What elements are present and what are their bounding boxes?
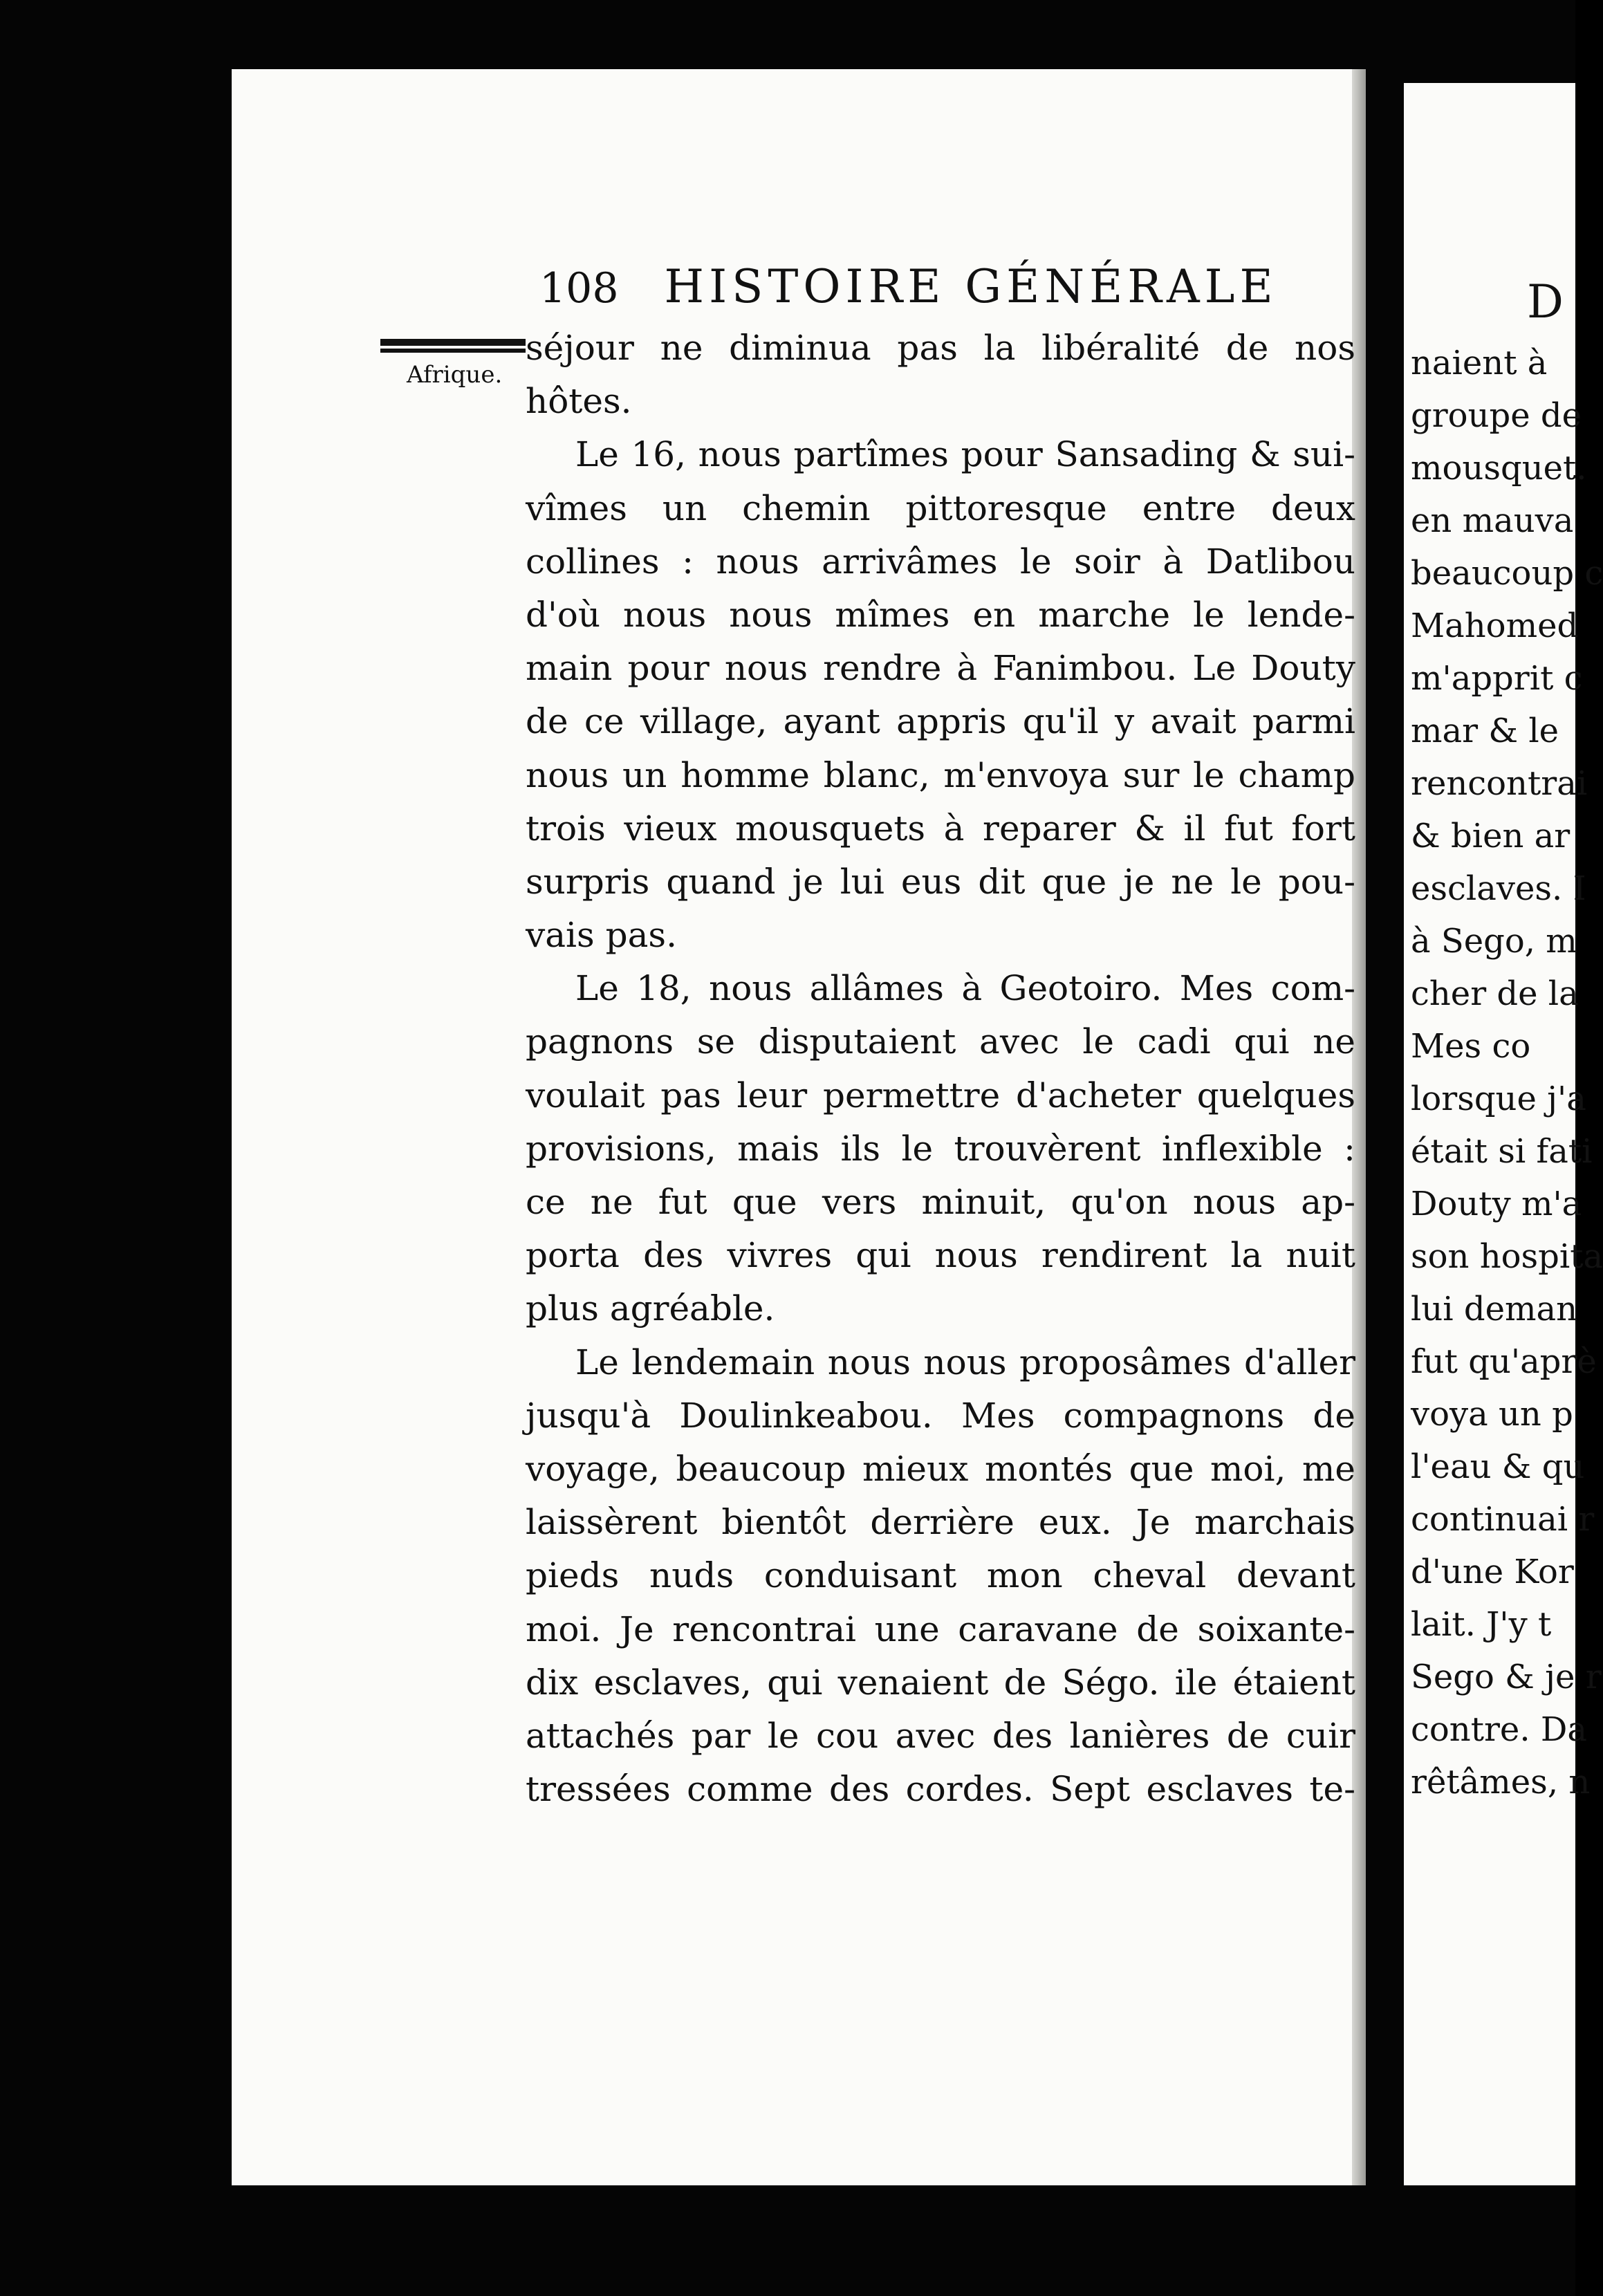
margin-note: Afrique. (407, 361, 503, 389)
right-text-line: m'apprit c (1411, 659, 1583, 698)
text-line: jusqu'à Doulinkeabou. Mes compagnons de (526, 1395, 1355, 1436)
text-line: moi. Je rencontrai une caravane de soixante- (526, 1609, 1355, 1649)
right-text-line: rencontrai (1411, 764, 1588, 803)
text-line: Le 16, nous partîmes pour Sansading & sui- (575, 434, 1355, 475)
right-text-line: l'eau & qu (1411, 1447, 1585, 1486)
text-line: voyage, beaucoup mieux montés que moi, me (526, 1448, 1355, 1489)
right-text-line: & bien ar (1411, 817, 1570, 855)
right-text-line: esclaves. I (1411, 869, 1586, 908)
right-body-text (1411, 337, 1603, 1808)
text-line: d'où nous nous mîmes en marche le lende- (526, 594, 1355, 635)
right-text-line: mousquet. (1411, 449, 1587, 488)
right-text-line: voya un p (1411, 1395, 1573, 1434)
margin-rule (380, 349, 526, 353)
right-text-line: d'une Kor (1411, 1553, 1574, 1591)
right-text-line: contre. Da (1411, 1710, 1587, 1749)
text-line: Le lendemain nous nous proposâmes d'aller (575, 1342, 1355, 1382)
text-line: voulait pas leur permettre d'acheter quelques (526, 1075, 1355, 1115)
text-line: collines : nous arrivâmes le soir à Datlibou (526, 541, 1355, 582)
text-line: Le 18, nous allâmes à Geotoiro. Mes com- (575, 968, 1355, 1009)
right-text-line: continuai r (1411, 1500, 1595, 1539)
right-text-line: lui deman (1411, 1290, 1578, 1328)
right-text-line: en mauva (1411, 501, 1574, 540)
text-line: séjour ne diminua pas la libéralité de nos (526, 328, 1355, 368)
right-text-line: mar & le (1411, 712, 1559, 750)
text-line: pagnons se disputaient avec le cadi qui ne (526, 1021, 1355, 1062)
text-line: ce ne fut que vers minuit, qu'on nous ap- (526, 1182, 1355, 1222)
right-text-line: groupe de (1411, 396, 1582, 435)
text-line: pieds nuds conduisant mon cheval devant (526, 1555, 1355, 1596)
right-text-line: beaucoup c (1411, 554, 1603, 593)
right-text-line: Douty m'a (1411, 1185, 1582, 1223)
text-line: tressées comme des cordes. Sept esclaves te- (526, 1769, 1355, 1810)
right-text-line: Mahomed (1411, 607, 1579, 645)
text-line: provisions, mais ils le trouvèrent inflexible : (526, 1128, 1355, 1169)
right-text-line: lorsque j'a (1411, 1080, 1586, 1118)
right-text-line: était si fati (1411, 1132, 1593, 1171)
right-text-line: Sego & je r (1411, 1658, 1602, 1696)
text-line: main pour nous rendre à Fanimbou. Le Douty (526, 648, 1355, 689)
right-text-line: naient à (1411, 344, 1548, 382)
running-head (539, 260, 1286, 313)
right-text-line: rêtâmes, n (1411, 1763, 1591, 1802)
text-line: dix esclaves, qui venaient de Ségo. ile étaient (526, 1662, 1355, 1703)
text-line: de ce village, ayant appris qu'il y avait parmi (526, 701, 1355, 742)
text-line: hôtes. (526, 381, 632, 422)
text-line: laissèrent bientôt derrière eux. Je marchais (526, 1502, 1355, 1543)
text-line: vais pas. (526, 915, 677, 956)
right-text-line: fut qu'aprè (1411, 1342, 1597, 1381)
page-number: 108 (539, 264, 619, 313)
text-line: plus agréable. (526, 1288, 775, 1329)
text-line: porta des vivres qui nous rendirent la nuit (526, 1235, 1355, 1276)
margin-rule (380, 339, 526, 346)
right-text-line: lait. J'y t (1411, 1605, 1552, 1644)
running-title: HISTOIRE GÉNÉRALE (664, 260, 1278, 313)
text-line: attachés par le cou avec des lanières de cuir (526, 1715, 1355, 1756)
text-line: vîmes un chemin pittoresque entre deux (526, 488, 1355, 528)
text-line: nous un homme blanc, m'envoya sur le champ (526, 754, 1355, 795)
text-line: trois vieux mousquets à reparer & il fut fort (526, 808, 1355, 849)
right-text-line: son hospita (1411, 1237, 1603, 1276)
body-text (526, 322, 1355, 1816)
right-text-line: à Sego, m (1411, 922, 1577, 961)
right-text-line: Mes co (1411, 1027, 1531, 1066)
right-running-title: D (1527, 275, 1564, 328)
right-text-line: cher de la (1411, 974, 1579, 1013)
text-line: surpris quand je lui eus dit que je ne le pou- (526, 861, 1355, 902)
